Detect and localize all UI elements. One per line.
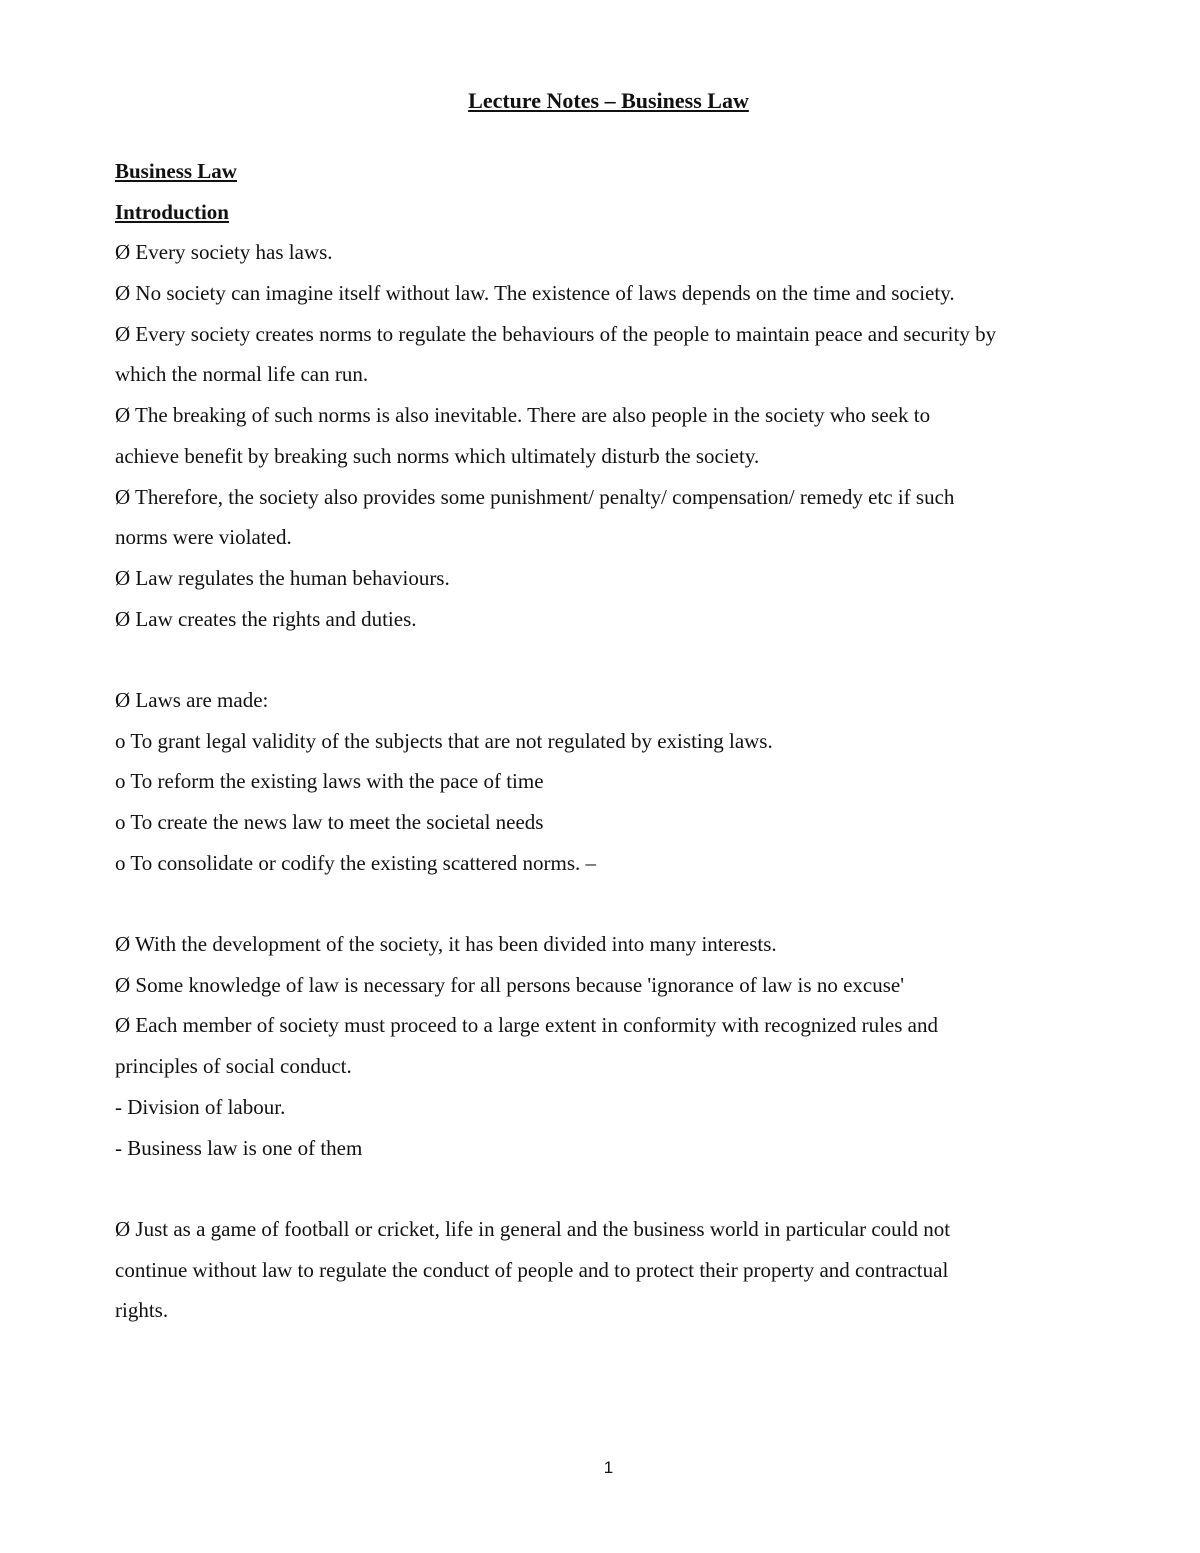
text-line: Ø Every society has laws. [115,240,333,265]
text-line: continue without law to regulate the conduct of people and to protect their property and contractual [115,1257,949,1282]
text-line: Ø Therefore, the society also provides some punishment/ penalty/ compensation/ remedy etc if such [115,484,955,509]
text-line: Ø Some knowledge of law is necessary for all persons because 'ignorance of law is no excuse' [115,972,904,997]
list-item: o To consolidate or codify the existing scattered norms. – [115,850,597,875]
text-line: rights. [115,1298,169,1323]
text-line: Ø The breaking of such norms is also inevitable. There are also people in the society who seek to [115,403,931,428]
text-line: principles of social conduct. [115,1054,352,1079]
text-line: Ø Law regulates the human behaviours. [115,565,450,590]
document-body [115,151,1115,1331]
text-line: Ø Law creates the rights and duties. [115,606,417,631]
section-heading-business-law: Business Law [115,159,237,183]
list-item: o To reform the existing laws with the pace of time [115,769,544,794]
list-item: o To create the news law to meet the societal needs [115,810,544,834]
list-item: o To grant legal validity of the subjects that are not regulated by existing laws. [115,728,773,753]
blank-line [115,883,1115,924]
blank-line [115,1168,1115,1209]
text-line: Ø Just as a game of football or cricket, life in general and the business world in particular could not [115,1216,951,1241]
text-line: Ø With the development of the society, it has been divided into many interests. [115,932,777,957]
text-line: norms were violated. [115,525,292,550]
text-line: Ø Each member of society must proceed to a large extent in conformity with recognized rules and [115,1013,938,1038]
text-line: Ø Laws are made: [115,687,269,712]
blank-line [115,639,1115,680]
text-line: which the normal life can run. [115,362,369,387]
page-number: 1 [603,1458,614,1477]
text-line: Ø No society can imagine itself without law. The existence of laws depends on the time and society. [115,281,955,306]
list-item: - Business law is one of them [115,1135,363,1160]
text-line: achieve benefit by breaking such norms which ultimately disturb the society. [115,443,760,468]
text-line: Ø Every society creates norms to regulate the behaviours of the people to maintain peace and security by [115,321,997,346]
section-heading-introduction: Introduction [115,199,229,224]
page-title: Lecture Notes – Business Law [468,88,749,113]
list-item: - Division of labour. [115,1094,286,1119]
